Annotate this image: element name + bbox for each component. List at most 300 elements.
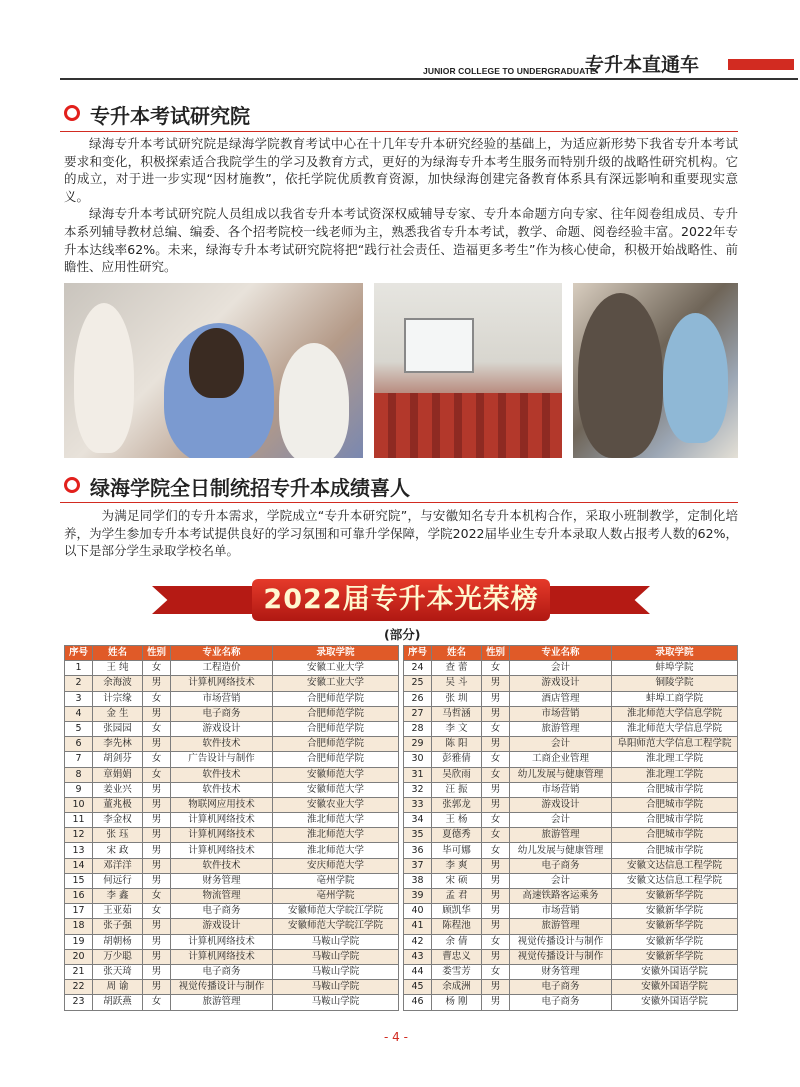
table-row (404, 767, 738, 782)
cell-gender: 女 (482, 661, 510, 676)
cell-major: 计算机网络技术 (171, 843, 273, 858)
cell-index: 36 (404, 843, 432, 858)
cell-index: 21 (65, 964, 93, 979)
paragraph: 绿海专升本考试研究院人员组成以我省专升本考试资深权威辅导专家、专升本命题方向专家、往年阅卷组成员、专升本系列辅导教材总编、编委、各个招考院校一线老师为主，熟悉我省专升本考试，教学、命题、阅卷经验丰富。2022年专升本达线率62%。未来，绿海专升本考试研究院将把“践行社会责任、造福更多考生”作为核心使命，积极开始战略性、前瞻性、应用性研究。 (64, 206, 738, 275)
cell-gender: 男 (143, 782, 171, 797)
cell-gender: 男 (143, 858, 171, 873)
cell-name: 胡跃燕 (93, 995, 143, 1010)
cell-index: 41 (404, 919, 432, 934)
section-heading-research-institute (60, 100, 738, 134)
cell-college: 合肥城市学院 (612, 813, 738, 828)
cell-name: 吴 斗 (432, 676, 482, 691)
cell-name: 金 生 (93, 706, 143, 721)
cell-major: 视觉传播设计与制作 (510, 934, 612, 949)
column-header: 性别 (482, 646, 510, 661)
cell-gender: 女 (482, 934, 510, 949)
cell-college: 安徽文达信息工程学院 (612, 873, 738, 888)
cell-gender: 男 (143, 828, 171, 843)
cell-name: 李先林 (93, 737, 143, 752)
cell-gender: 女 (482, 813, 510, 828)
cell-college: 亳州学院 (273, 873, 399, 888)
cell-name: 夏德秀 (432, 828, 482, 843)
cell-major: 旅游管理 (510, 919, 612, 934)
cell-index: 37 (404, 858, 432, 873)
figure (279, 343, 349, 458)
column-header: 录取学院 (612, 646, 738, 661)
cell-index: 46 (404, 995, 432, 1010)
cell-major: 游戏设计 (171, 919, 273, 934)
cell-college: 合肥城市学院 (612, 843, 738, 858)
cell-name: 马哲涵 (432, 706, 482, 721)
cell-index: 3 (65, 691, 93, 706)
cell-college: 马鞍山学院 (273, 934, 399, 949)
cell-gender: 男 (482, 919, 510, 934)
table-row (404, 797, 738, 812)
cell-major: 会计 (510, 813, 612, 828)
section-rule (60, 131, 738, 132)
header-rule (60, 78, 798, 80)
cell-gender: 男 (482, 858, 510, 873)
table-row (65, 676, 399, 691)
cell-major: 酒店管理 (510, 691, 612, 706)
figure (663, 313, 728, 443)
photo-students-classroom (64, 283, 363, 458)
cell-index: 16 (65, 889, 93, 904)
column-header: 录取学院 (273, 646, 399, 661)
cell-index: 28 (404, 721, 432, 736)
table-row (404, 995, 738, 1010)
figure (189, 328, 244, 398)
cell-major: 软件技术 (171, 737, 273, 752)
cell-gender: 男 (482, 980, 510, 995)
cell-name: 查 蕾 (432, 661, 482, 676)
cell-index: 30 (404, 752, 432, 767)
cell-gender: 女 (482, 752, 510, 767)
honor-roll-banner (152, 576, 650, 628)
cell-index: 32 (404, 782, 432, 797)
table-row (65, 904, 399, 919)
table-row (404, 904, 738, 919)
cell-index: 40 (404, 904, 432, 919)
cell-gender: 女 (482, 721, 510, 736)
cell-index: 15 (65, 873, 93, 888)
cell-college: 安徽农业大学 (273, 797, 399, 812)
cell-major: 财务管理 (171, 873, 273, 888)
table-row (65, 828, 399, 843)
cell-name: 吴欣雨 (432, 767, 482, 782)
cell-college: 铜陵学院 (612, 676, 738, 691)
table-header-row (404, 646, 738, 661)
cell-major: 市场营销 (510, 782, 612, 797)
table-row (65, 980, 399, 995)
cell-gender: 男 (482, 949, 510, 964)
cell-gender: 男 (143, 949, 171, 964)
banner-title: 2022届专升本光荣榜 (252, 579, 550, 621)
cell-name: 李金权 (93, 813, 143, 828)
cell-college: 马鞍山学院 (273, 964, 399, 979)
table-body (404, 661, 738, 1010)
photo-lecture-hall (374, 283, 562, 458)
cell-college: 安徽新华学院 (612, 889, 738, 904)
cell-college: 合肥师范学院 (273, 706, 399, 721)
table-row (404, 706, 738, 721)
cell-major: 软件技术 (171, 782, 273, 797)
page-number: - 4 - (384, 1030, 408, 1044)
cell-major: 工商企业管理 (510, 752, 612, 767)
cell-college: 合肥师范学院 (273, 691, 399, 706)
cell-name: 胡朝杨 (93, 934, 143, 949)
admission-table-left (64, 645, 399, 1011)
cell-college: 蚌埠工商学院 (612, 691, 738, 706)
cell-major: 物流管理 (171, 889, 273, 904)
cell-college: 合肥城市学院 (612, 828, 738, 843)
cell-name: 王 纯 (93, 661, 143, 676)
cell-college: 安徽外国语学院 (612, 980, 738, 995)
cell-gender: 女 (143, 661, 171, 676)
cell-name: 李 鑫 (93, 889, 143, 904)
cell-college: 淮北师范大学 (273, 843, 399, 858)
cell-major: 电子商务 (171, 706, 273, 721)
cell-college: 安徽外国语学院 (612, 995, 738, 1010)
table-row (404, 964, 738, 979)
table-row (65, 813, 399, 828)
cell-index: 34 (404, 813, 432, 828)
cell-index: 10 (65, 797, 93, 812)
table-row (404, 721, 738, 736)
cell-college: 淮北理工学院 (612, 752, 738, 767)
cell-major: 工程造价 (171, 661, 273, 676)
column-header: 序号 (65, 646, 93, 661)
cell-index: 22 (65, 980, 93, 995)
cell-major: 游戏设计 (510, 676, 612, 691)
table-row (65, 691, 399, 706)
cell-name: 杨 刚 (432, 995, 482, 1010)
cell-gender: 男 (482, 889, 510, 904)
cell-major: 物联网应用技术 (171, 797, 273, 812)
table-header-row (65, 646, 399, 661)
paragraph: 为满足同学们的专升本需求，学院成立“专升本研究院”，与安徽知名专升本机构合作，采取小班制教学，定制化培养，为学生参加专升本考试提供良好的学习氛围和可靠升学保障，学院2022届毕业生专升本录取人数占报考人数的62%，以下是部分学生录取学校名单。 (64, 508, 738, 559)
cell-index: 18 (65, 919, 93, 934)
table-row (65, 995, 399, 1010)
table-row (404, 676, 738, 691)
table-row (404, 889, 738, 904)
cell-name: 张郭龙 (432, 797, 482, 812)
cell-index: 43 (404, 949, 432, 964)
table-row (65, 873, 399, 888)
cell-name: 王亚茹 (93, 904, 143, 919)
cell-major: 软件技术 (171, 858, 273, 873)
cell-index: 17 (65, 904, 93, 919)
cell-index: 11 (65, 813, 93, 828)
ribbon-left (152, 586, 262, 614)
cell-name: 张 圳 (432, 691, 482, 706)
cell-college: 合肥城市学院 (612, 797, 738, 812)
cell-college: 安庆师范大学 (273, 858, 399, 873)
cell-name: 胡剑芬 (93, 752, 143, 767)
column-header: 姓名 (432, 646, 482, 661)
cell-college: 合肥师范学院 (273, 737, 399, 752)
cell-college: 安徽新华学院 (612, 919, 738, 934)
cell-index: 23 (65, 995, 93, 1010)
cell-major: 视觉传播设计与制作 (510, 949, 612, 964)
cell-name: 姜业兴 (93, 782, 143, 797)
cell-gender: 男 (143, 843, 171, 858)
cell-major: 电子商务 (171, 904, 273, 919)
table-row (65, 782, 399, 797)
cell-gender: 男 (482, 706, 510, 721)
header-accent-bar (728, 59, 794, 70)
cell-gender: 女 (482, 964, 510, 979)
cell-major: 会计 (510, 737, 612, 752)
cell-gender: 男 (482, 691, 510, 706)
table-row (65, 858, 399, 873)
cell-gender: 女 (143, 904, 171, 919)
cell-major: 幼儿发展与健康管理 (510, 767, 612, 782)
cell-college: 蚌埠学院 (612, 661, 738, 676)
cell-college: 淮北师范大学信息学院 (612, 721, 738, 736)
circle-bullet-icon (64, 477, 80, 493)
section1-body (64, 135, 738, 276)
cell-college: 安徽新华学院 (612, 934, 738, 949)
photo-teacher-student (573, 283, 738, 458)
projector-screen (404, 318, 474, 373)
cell-gender: 男 (143, 873, 171, 888)
cell-major: 计算机网络技术 (171, 949, 273, 964)
cell-college: 安徽新华学院 (612, 904, 738, 919)
cell-college: 安徽文达信息工程学院 (612, 858, 738, 873)
banner-subtitle: (部分) (384, 627, 421, 642)
cell-major: 电子商务 (510, 858, 612, 873)
cell-college: 合肥城市学院 (612, 782, 738, 797)
cell-name: 余成洲 (432, 980, 482, 995)
cell-gender: 女 (482, 767, 510, 782)
cell-college: 阜阳师范大学信息工程学院 (612, 737, 738, 752)
column-header: 性别 (143, 646, 171, 661)
column-header: 姓名 (93, 646, 143, 661)
section-rule (60, 502, 738, 503)
cell-gender: 女 (143, 889, 171, 904)
ribbon-right (540, 586, 650, 614)
column-header: 序号 (404, 646, 432, 661)
cell-name: 宋 政 (93, 843, 143, 858)
cell-name: 陈程池 (432, 919, 482, 934)
cell-name: 余海波 (93, 676, 143, 691)
table-row (404, 813, 738, 828)
table-row (404, 737, 738, 752)
cell-index: 29 (404, 737, 432, 752)
column-header: 专业名称 (510, 646, 612, 661)
table-row (65, 889, 399, 904)
cell-index: 38 (404, 873, 432, 888)
table-row (404, 661, 738, 676)
cell-index: 42 (404, 934, 432, 949)
cell-index: 35 (404, 828, 432, 843)
cell-name: 曹忠义 (432, 949, 482, 964)
cell-index: 33 (404, 797, 432, 812)
cell-name: 邓洋洋 (93, 858, 143, 873)
cell-college: 安徽师范大学 (273, 782, 399, 797)
cell-college: 安徽师范大学皖江学院 (273, 919, 399, 934)
cell-name: 周 谕 (93, 980, 143, 995)
cell-name: 计宗缘 (93, 691, 143, 706)
cell-name: 张 珏 (93, 828, 143, 843)
table-row (65, 843, 399, 858)
section-title: 绿海学院全日制统招专升本成绩喜人 (90, 476, 410, 500)
cell-name: 章娟娟 (93, 767, 143, 782)
cell-gender: 男 (482, 873, 510, 888)
cell-gender: 男 (143, 797, 171, 812)
cell-name: 董兆极 (93, 797, 143, 812)
column-header: 专业名称 (171, 646, 273, 661)
cell-major: 电子商务 (510, 995, 612, 1010)
cell-name: 毕可娜 (432, 843, 482, 858)
cell-name: 张天琦 (93, 964, 143, 979)
cell-index: 1 (65, 661, 93, 676)
cell-major: 计算机网络技术 (171, 813, 273, 828)
table-row (404, 919, 738, 934)
cell-college: 淮北师范大学信息学院 (612, 706, 738, 721)
cell-college: 淮北理工学院 (612, 767, 738, 782)
cell-college: 亳州学院 (273, 889, 399, 904)
table-row (404, 782, 738, 797)
cell-gender: 女 (143, 691, 171, 706)
cell-gender: 男 (482, 782, 510, 797)
cell-major: 旅游管理 (171, 995, 273, 1010)
cell-major: 财务管理 (510, 964, 612, 979)
header-english-title: JUNIOR COLLEGE TO UNDERGRADUATE (423, 66, 596, 76)
table-row (65, 737, 399, 752)
cell-gender: 男 (143, 706, 171, 721)
figure (74, 303, 134, 453)
cell-major: 电子商务 (171, 964, 273, 979)
cell-college: 安徽新华学院 (612, 949, 738, 964)
cell-gender: 男 (482, 797, 510, 812)
cell-index: 12 (65, 828, 93, 843)
table-row (65, 661, 399, 676)
cell-name: 娄雪芳 (432, 964, 482, 979)
cell-college: 合肥师范学院 (273, 752, 399, 767)
cell-college: 合肥师范学院 (273, 721, 399, 736)
cell-major: 旅游管理 (510, 721, 612, 736)
cell-gender: 女 (143, 752, 171, 767)
cell-gender: 女 (143, 767, 171, 782)
table-row (65, 706, 399, 721)
cell-name: 彭雅倩 (432, 752, 482, 767)
table-row (65, 797, 399, 812)
page-header (0, 44, 800, 84)
cell-name: 张园园 (93, 721, 143, 736)
cell-name: 陈 阳 (432, 737, 482, 752)
cell-index: 45 (404, 980, 432, 995)
cell-gender: 男 (482, 737, 510, 752)
cell-college: 安徽工业大学 (273, 661, 399, 676)
cell-name: 李 爽 (432, 858, 482, 873)
circle-bullet-icon (64, 105, 80, 121)
cell-gender: 男 (143, 737, 171, 752)
cell-gender: 女 (482, 828, 510, 843)
cell-name: 张子强 (93, 919, 143, 934)
cell-gender: 男 (143, 934, 171, 949)
cell-major: 旅游管理 (510, 828, 612, 843)
table-row (404, 980, 738, 995)
section-title: 专升本考试研究院 (90, 104, 250, 128)
cell-name: 宋 硕 (432, 873, 482, 888)
cell-major: 游戏设计 (510, 797, 612, 812)
cell-index: 39 (404, 889, 432, 904)
cell-gender: 男 (143, 813, 171, 828)
cell-name: 万少聪 (93, 949, 143, 964)
cell-gender: 女 (143, 721, 171, 736)
cell-college: 安徽外国语学院 (612, 964, 738, 979)
cell-index: 9 (65, 782, 93, 797)
cell-major: 软件技术 (171, 767, 273, 782)
table-row (404, 873, 738, 888)
cell-gender: 女 (143, 995, 171, 1010)
cell-major: 高速铁路客运乘务 (510, 889, 612, 904)
cell-index: 6 (65, 737, 93, 752)
admission-table-right (403, 645, 738, 1011)
cell-index: 27 (404, 706, 432, 721)
cell-major: 会计 (510, 661, 612, 676)
table-row (65, 919, 399, 934)
cell-major: 市场营销 (510, 904, 612, 919)
cell-major: 广告设计与制作 (171, 752, 273, 767)
cell-name: 汪 振 (432, 782, 482, 797)
cell-name: 李 文 (432, 721, 482, 736)
cell-gender: 男 (482, 995, 510, 1010)
cell-gender: 男 (482, 676, 510, 691)
figure (578, 293, 663, 458)
cell-name: 顾凯华 (432, 904, 482, 919)
table-row (404, 828, 738, 843)
cell-index: 5 (65, 721, 93, 736)
cell-index: 44 (404, 964, 432, 979)
cell-name: 孟 君 (432, 889, 482, 904)
cell-major: 游戏设计 (171, 721, 273, 736)
cell-name: 余 倩 (432, 934, 482, 949)
table-row (404, 858, 738, 873)
cell-college: 马鞍山学院 (273, 949, 399, 964)
table-body (65, 661, 399, 1010)
table-row (404, 934, 738, 949)
cell-gender: 男 (143, 919, 171, 934)
cell-name: 何远行 (93, 873, 143, 888)
cell-index: 20 (65, 949, 93, 964)
cell-college: 马鞍山学院 (273, 980, 399, 995)
table-row (65, 934, 399, 949)
cell-college: 安徽工业大学 (273, 676, 399, 691)
cell-college: 安徽师范大学皖江学院 (273, 904, 399, 919)
cell-gender: 男 (143, 964, 171, 979)
cell-index: 13 (65, 843, 93, 858)
table-row (65, 767, 399, 782)
cell-index: 2 (65, 676, 93, 691)
cell-major: 市场营销 (171, 691, 273, 706)
header-chinese-title: 专升本直通车 (585, 54, 700, 76)
table-row (65, 964, 399, 979)
cell-major: 视觉传播设计与制作 (171, 980, 273, 995)
section2-body (64, 507, 738, 560)
cell-college: 马鞍山学院 (273, 995, 399, 1010)
cell-major: 计算机网络技术 (171, 934, 273, 949)
cell-gender: 男 (143, 980, 171, 995)
cell-index: 24 (404, 661, 432, 676)
section-heading-results (60, 470, 738, 504)
cell-index: 26 (404, 691, 432, 706)
table-row (65, 752, 399, 767)
cell-index: 25 (404, 676, 432, 691)
cell-index: 31 (404, 767, 432, 782)
